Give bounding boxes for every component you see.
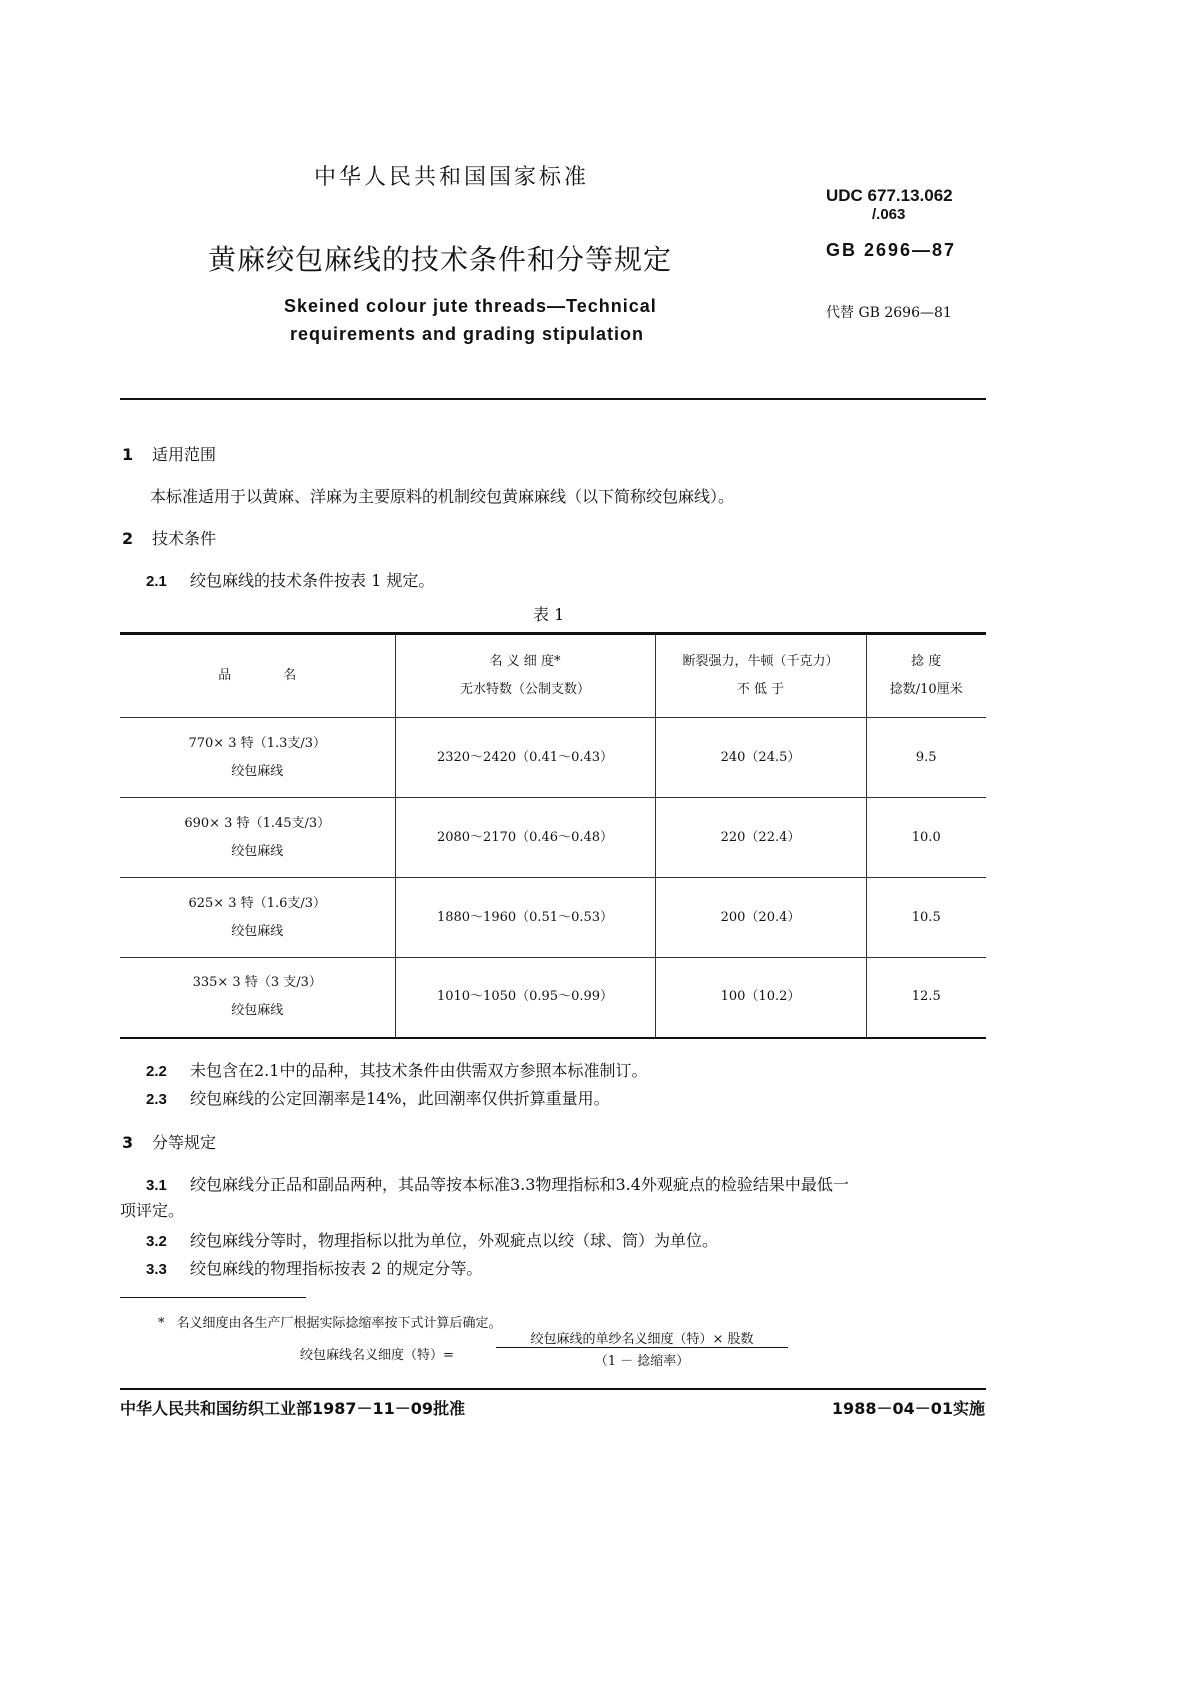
national-standard-label: 中华人民共和国国家标准: [314, 165, 590, 190]
udc-code: UDC 677.13.062: [826, 186, 953, 205]
cell-twist: 12.5: [866, 958, 986, 1038]
effective-date: 1988－04－01实施: [831, 1399, 985, 1418]
footnote-text: * 名义细度由各生产厂根据实际捻缩率按下式计算后确定。: [158, 1316, 502, 1331]
approval-date: 中华人民共和国纺织工业部1987－11－09批准: [120, 1399, 466, 1418]
header-fineness: 名 义 细 度* 无水特数（公制支数）: [395, 634, 655, 718]
formula-numerator: 绞包麻线的单纱名义细度（特）× 股数: [496, 1328, 788, 1348]
cell-twist: 10.0: [866, 798, 986, 878]
cell-name: 625× 3 特（1.6支/3） 绞包麻线: [188, 895, 327, 939]
cell-name: 690× 3 特（1.45支/3） 绞包麻线: [184, 815, 331, 859]
udc-code-2: /.063: [872, 206, 906, 223]
cell-twist: 9.5: [866, 718, 986, 798]
clause-2-1: 2.1 绞包麻线的技术条件按表 1 规定。: [146, 571, 435, 590]
footnote-divider: [120, 1297, 306, 1298]
table-row: [120, 798, 986, 878]
clause-3-2: 3.2 绞包麻线分等时，物理指标以批为单位，外观疵点以绞（球、筒）为单位。: [146, 1231, 719, 1250]
cell-strength: 200（20.4）: [655, 878, 866, 958]
header-name: 品 名: [218, 668, 297, 683]
footnote-formula-lhs: 绞包麻线名义细度（特）=: [300, 1348, 454, 1363]
section-3-heading: 3 分等规定: [122, 1133, 217, 1152]
header-divider: [120, 398, 986, 400]
table-header-row: [120, 634, 986, 718]
header-twist: 捻 度 捻数/10厘米: [866, 634, 986, 718]
table-1-caption: 表 1: [533, 605, 565, 624]
header-strength: 断裂强力，牛顿（千克力） 不 低 于: [655, 634, 866, 718]
cell-fineness: 1010～1050（0.95～0.99）: [395, 958, 655, 1038]
clause-3-1-cont: 项评定。: [120, 1201, 185, 1220]
title-cn: 黄麻绞包麻线的技术条件和分等规定: [208, 243, 673, 276]
clause-2-3: 2.3 绞包麻线的公定回潮率是14%，此回潮率仅供折算重量用。: [146, 1089, 610, 1108]
formula-denominator: （1 － 捻缩率）: [594, 1354, 690, 1369]
table-row: [120, 958, 986, 1038]
title-en-line1: Skeined colour jute threads—Technical: [284, 296, 657, 316]
table-row: [120, 718, 986, 798]
cell-name: 770× 3 特（1.3支/3） 绞包麻线: [188, 735, 327, 779]
cell-name: 335× 3 特（3 支/3） 绞包麻线: [192, 975, 322, 1019]
section-1-text: 本标准适用于以黄麻、洋麻为主要原料的机制绞包黄麻麻线（以下简称绞包麻线）。: [150, 487, 735, 506]
clause-3-1: 3.1 绞包麻线分正品和副品两种，其品等按本标准3.3物理指标和3.4外观疵点的检验结果中最低一: [146, 1175, 849, 1194]
replaces-label: 代替 GB 2696—81: [826, 305, 952, 321]
clause-2-2: 2.2 未包含在2.1中的品种，其技术条件由供需双方参照本标准制订。: [146, 1061, 648, 1080]
title-en-line2: requirements and grading stipulation: [290, 324, 645, 344]
cell-twist: 10.5: [866, 878, 986, 958]
table-1: [120, 632, 986, 1039]
cell-fineness: 2320～2420（0.41～0.43）: [395, 718, 655, 798]
cell-fineness: 2080～2170（0.46～0.48）: [395, 798, 655, 878]
cell-strength: 220（22.4）: [655, 798, 866, 878]
table-row: [120, 878, 986, 958]
gb-number: GB 2696—87: [826, 240, 957, 260]
cell-fineness: 1880～1960（0.51～0.53）: [395, 878, 655, 958]
section-2-heading: 2 技术条件: [122, 529, 217, 548]
clause-3-3: 3.3 绞包麻线的物理指标按表 2 的规定分等。: [146, 1259, 483, 1278]
footer-divider: [120, 1388, 986, 1390]
section-1-heading: 1 适用范围: [122, 445, 217, 464]
cell-strength: 100（10.2）: [655, 958, 866, 1038]
cell-strength: 240（24.5）: [655, 718, 866, 798]
